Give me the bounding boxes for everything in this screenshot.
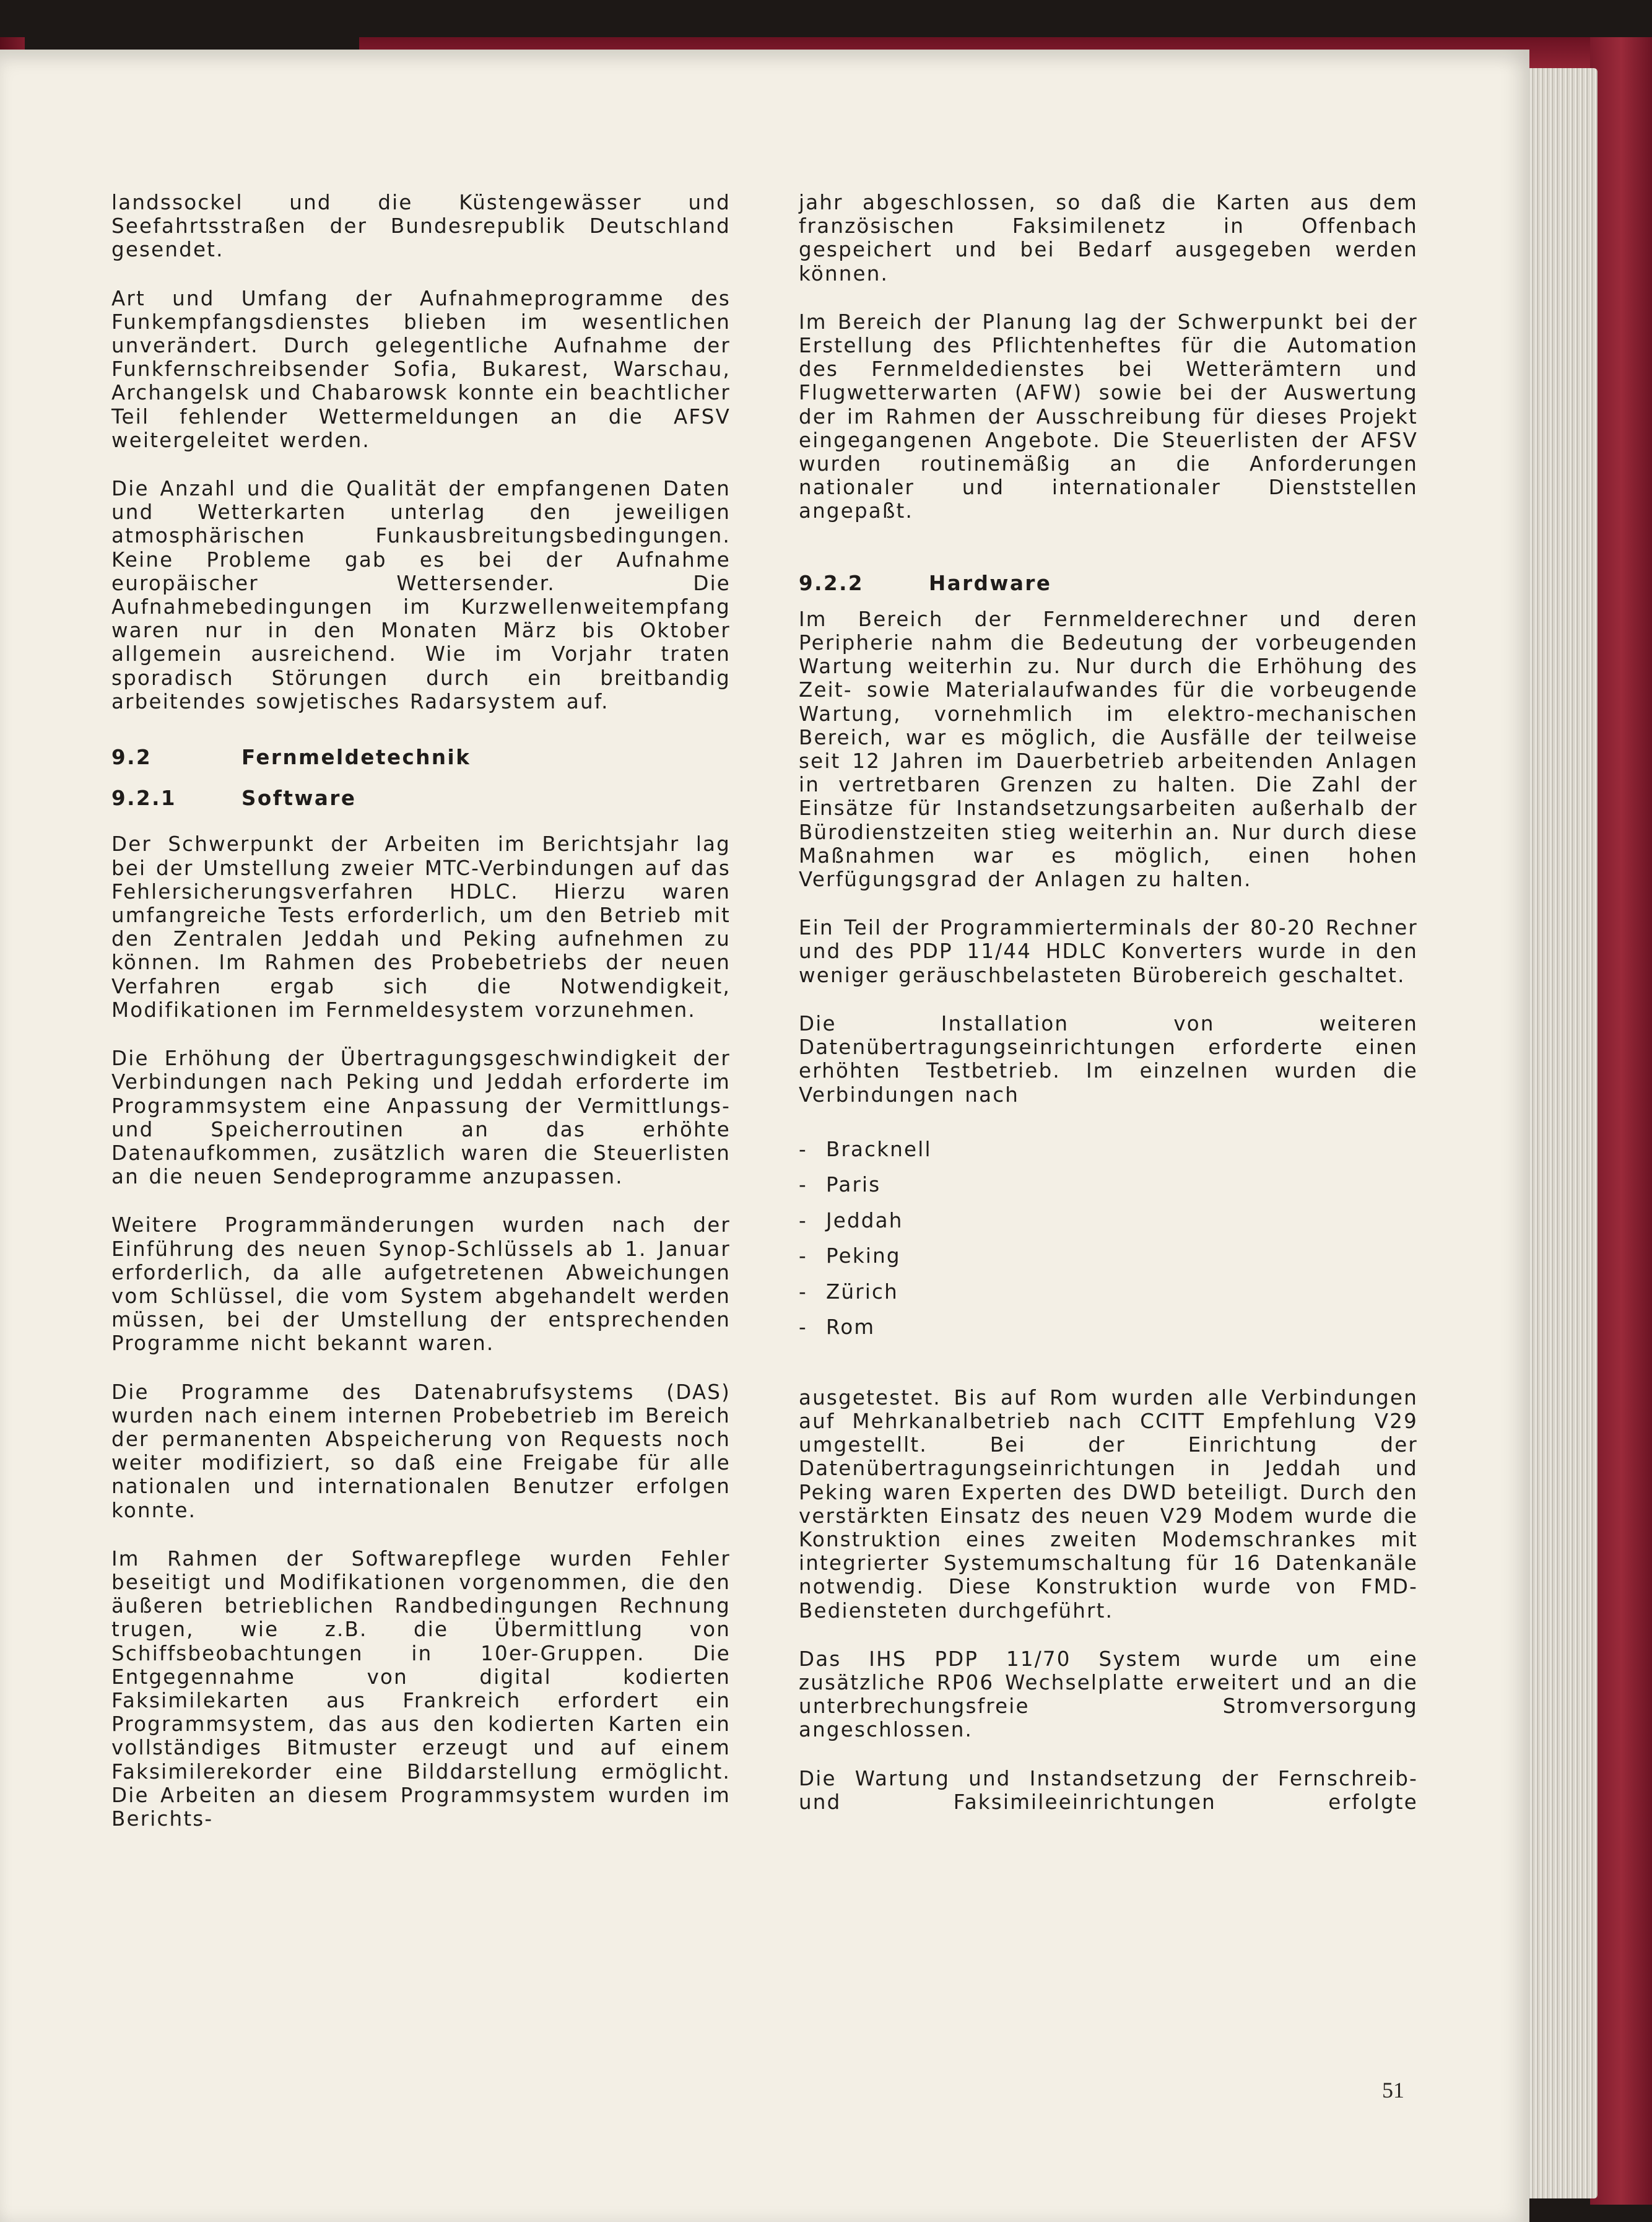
right-column bbox=[799, 191, 1418, 1839]
section-heading-fernmeldetechnik bbox=[111, 746, 731, 769]
section-title: Fernmeldetechnik bbox=[241, 746, 471, 770]
section-heading-software bbox=[111, 786, 731, 810]
left-column bbox=[111, 191, 731, 1855]
section-title: Software bbox=[241, 786, 357, 811]
list-item: - Rom bbox=[799, 1315, 1418, 1351]
paragraph: Art und Umfang der Aufnahmeprogramme des Funkempfangsdienstes blieben im wesentlichen unverändert. Durch gelegentliche Aufnahme der Funkfernschreibsender Sofia, Bukarest, Warschau, Archangelsk und Chabarowsk konnte ein beachtlicher Teil fehlender Wettermeldungen an die AFSV weitergeleitet werden. bbox=[111, 286, 731, 452]
paragraph: Im Bereich der Planung lag der Schwerpunkt bei der Erstellung des Pflichtenheftes für die Automation des Fernmeldedienstes bei Wetterämtern und Flugwetterwarten (AFW) sowie bei der Auswertung der im Rahmen der Ausschreibung für dieses Projekt eingegangenen Angebote. Die Steuerlisten der AFSV wurden routinemäßig an die Anforderungen nationaler und internationaler Dienststellen angepaßt. bbox=[799, 310, 1418, 523]
paragraph: Die Programme des Datenabrufsystems (DAS) wurden nach einem internen Probebetrieb im Bereich der permanenten Abspeicherung von Requests noch weiter modifiziert, so daß eine Freigabe für alle nationalen und internationalen Benutzer erfolgen konnte. bbox=[111, 1380, 731, 1522]
list-item: - Zürich bbox=[799, 1280, 1418, 1316]
list-item: - Paris bbox=[799, 1173, 1418, 1209]
paragraph: Die Anzahl und die Qualität der empfangenen Daten und Wetterkarten unterlag den jeweiligen atmosphärischen Funkausbreitungsbedingungen. Keine Probleme gab es bei der Aufnahme europäischer Wettersender. Die Aufnahmebedingungen im Kurzwellenweitempfang waren nur in den Monaten März bis Oktober allgemein ausreichend. Wie im Vorjahr traten sporadisch Störungen durch ein breitbandig arbeitendes sowjetisches Radarsystem auf. bbox=[111, 477, 731, 713]
list-item: - Jeddah bbox=[799, 1209, 1418, 1245]
page-number: 51 bbox=[1382, 2078, 1404, 2102]
paragraph: Der Schwerpunkt der Arbeiten im Berichtsjahr lag bei der Umstellung zweier MTC-Verbindungen auf das Fehlersicherungsverfahren HDLC. Hierzu waren umfangreiche Tests erforderlich, um den Betrieb mit den Zentralen Jeddah und Peking aufnehmen zu können. Im Rahmen des Probebetriebs der neuen Verfahren ergab sich die Notwendigkeit, Modifikationen im Fernmeldesystem vorzunehmen. bbox=[111, 832, 731, 1022]
paragraph: Die Erhöhung der Übertragungsgeschwindigkeit der Verbindungen nach Peking und Jeddah erforderte im Programmsystem eine Anpassung der Vermittlungs- und Speicherroutinen an das erhöhte Datenaufkommen, zusätzlich waren die Steuerlisten an die neuen Sendeprogramme anzupassen. bbox=[111, 1047, 731, 1189]
book-page bbox=[0, 50, 1529, 2222]
paragraph: Die Installation von weiteren Datenübertragungseinrichtungen erforderte einen erhöhten Testbetrieb. Im einzelnen wurden die Verbindungen nach bbox=[799, 1011, 1418, 1107]
section-number: 9.2.1 bbox=[111, 786, 177, 811]
paragraph: landssockel und die Küstengewässer und Seefahrtsstraßen der Bundesrepublik Deutschland gesendet. bbox=[111, 191, 731, 262]
paragraph: Im Rahmen der Softwarepflege wurden Fehler beseitigt und Modifikationen vorgenommen, die den äußeren betrieblichen Randbedingungen Rechnung trugen, wie z.B. die Übermittlung von Schiffsbeobachtungen in 10er-Gruppen. Die Entgegennahme von digital kodierten Faksimilekarten aus Frankreich erfordert ein Programmsystem, das aus den kodierten Karten ein vollständiges Bitmuster erzeugt und auf einem Faksimilerekorder eine Bilddarstellung ermöglicht. Die Arbeiten an diesem Programmsystem wurden im Berichts- bbox=[111, 1546, 731, 1831]
book-cover-right bbox=[1590, 37, 1652, 2205]
paragraph: ausgetestet. Bis auf Rom wurden alle Verbindungen auf Mehrkanalbetrieb nach CCITT Empfehlung V29 umgestellt. Bei der Einrichtung der Datenübertragungseinrichtungen in Jeddah und Peking waren Experten des DWD beteiligt. Durch den verstärkten Einsatz des neuen V29 Modem wurde die Konstruktion eines zweiten Modemschrankes mit integrierter Systemumschaltung für 16 Datenkanäle notwendig. Diese Konstruktion wurde von FMD-Bediensteten durchgeführt. bbox=[799, 1385, 1418, 1623]
paragraph: jahr abgeschlossen, so daß die Karten aus dem französischen Faksimilenetz in Offenbach gespeichert und bei Bedarf ausgegeben werden können. bbox=[799, 191, 1418, 285]
paragraph: Weitere Programmänderungen wurden nach der Einführung des neuen Synop-Schlüssels ab 1. Januar erforderlich, da alle aufgetretenen Abweichungen vom Schlüssel, die vom System abgehandelt werden müssen, bei der Umstellung der entsprechenden Programme nicht bekannt waren. bbox=[111, 1213, 731, 1356]
list-item: - Peking bbox=[799, 1244, 1418, 1280]
paragraph: Im Bereich der Fernmelderechner und deren Peripherie nahm die Bedeutung der vorbeugenden Wartung weiterhin zu. Nur durch die Erhöhung des Zeit- sowie Materialaufwandes für die vorbeugende Wartung, vornehmlich im elektro-mechanischen Bereich, war es möglich, die Ausfälle der teilweise seit 12 Jahren im Dauerbetrieb arbeitenden Anlagen in vertretbaren Grenzen zu halten. Die Zahl der Einsätze für Instandsetzungsarbeiten außerhalb der Bürodienstzeiten stieg weiterhin an. Nur durch diese Maßnahmen war es möglich, einen hohen Verfügungsgrad der Anlagen zu halten. bbox=[799, 607, 1418, 892]
section-number: 9.2.2 bbox=[799, 571, 864, 595]
connection-list bbox=[799, 1138, 1418, 1351]
list-item: - Bracknell bbox=[799, 1138, 1418, 1174]
section-number: 9.2 bbox=[111, 746, 152, 770]
paragraph: Ein Teil der Programmierterminals der 80-20 Rechner und des PDP 11/44 HDLC Konverters wurde in den weniger geräuschbelasteten Bürobereich geschaltet. bbox=[799, 916, 1418, 987]
section-title: Hardware bbox=[929, 571, 1052, 595]
section-heading-hardware bbox=[799, 572, 1418, 595]
paragraph: Die Wartung und Instandsetzung der Fernschreib- und Faksimileeinrichtungen erfolgte bbox=[799, 1766, 1418, 1814]
paragraph: Das IHS PDP 11/70 System wurde um eine zusätzliche RP06 Wechselplatte erweitert und an die unterbrechungsfreie Stromversorgung angeschlossen. bbox=[799, 1647, 1418, 1742]
